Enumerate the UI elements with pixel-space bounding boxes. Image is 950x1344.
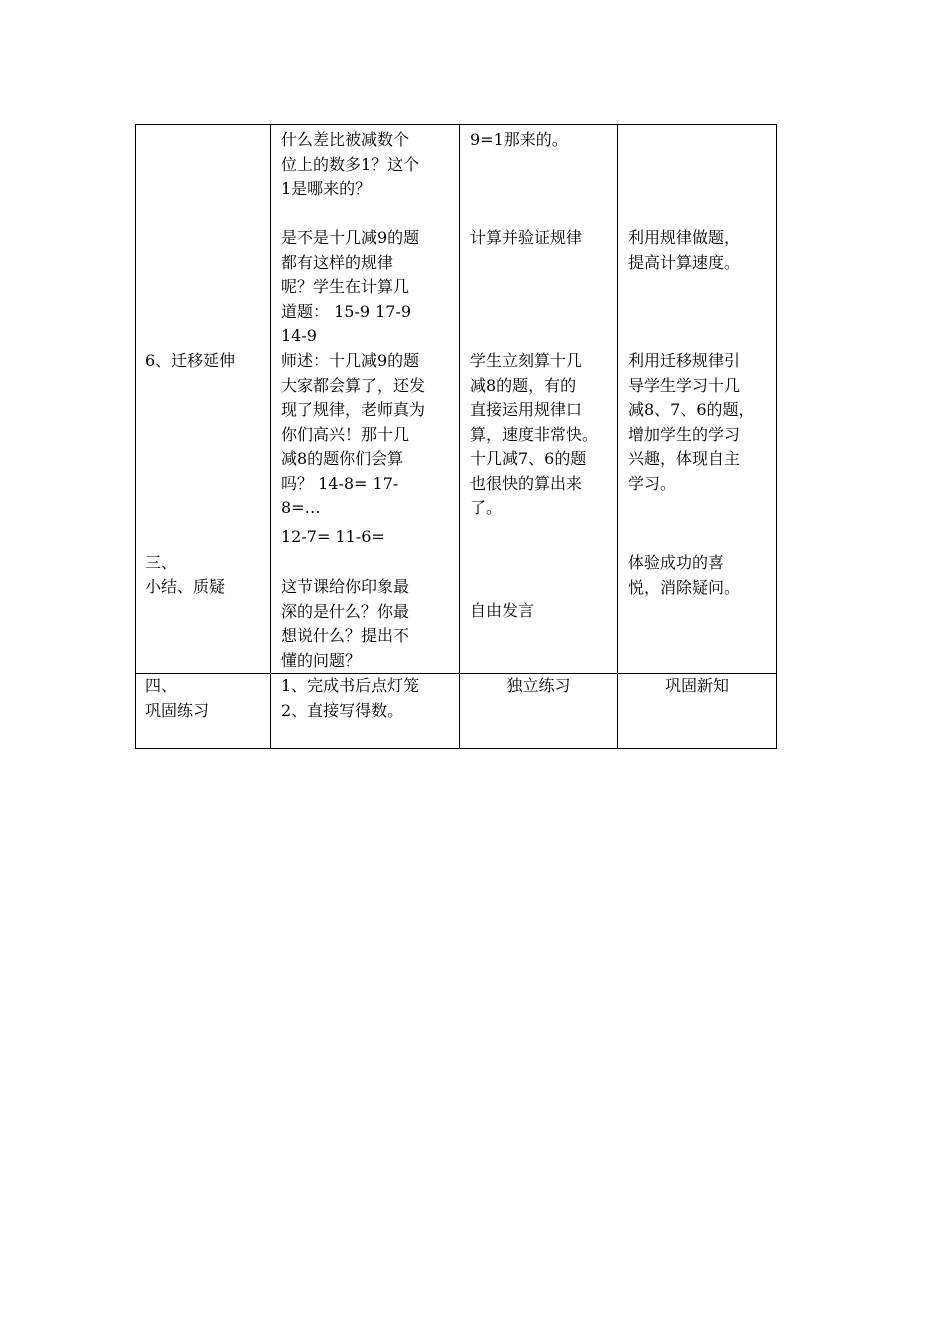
stage-3-title: 小结、质疑 bbox=[145, 577, 226, 596]
student-activity-cell bbox=[460, 125, 618, 674]
independent-practice-text: 独立练习 bbox=[506, 676, 571, 695]
teacher-activity-cell bbox=[271, 674, 460, 749]
calculate-verify-text: 计算并验证规律 bbox=[470, 228, 583, 247]
lesson-plan-table bbox=[135, 124, 777, 749]
use-rule-text: 利用规律做题， 提高计算速度。 bbox=[628, 228, 741, 272]
table-row bbox=[136, 125, 777, 674]
student-activity-cell bbox=[460, 674, 618, 749]
more-exercises-text: 12-7= 11-6= bbox=[281, 527, 385, 546]
answer-text: 9=1那来的。 bbox=[470, 130, 568, 149]
design-intent-cell bbox=[618, 674, 777, 749]
teacher-statement-text: 师述：十几减9的题 大家都会算了，还发 现了规律，老师真为 你们高兴！那十几 减8的题你们会算 吗？ 14-8= 17- 8=… bbox=[281, 351, 426, 517]
stage-cell bbox=[136, 674, 271, 749]
stage-cell bbox=[136, 125, 271, 674]
stage-6-label: 6、迁移延伸 bbox=[145, 351, 236, 370]
table-row bbox=[136, 674, 777, 749]
practice-tasks-text: 1、完成书后点灯笼 2、直接写得数。 bbox=[281, 676, 420, 720]
design-intent-cell bbox=[618, 125, 777, 674]
question-text: 什么差比被减数个 位上的数多1？这个 1是哪来的？ bbox=[281, 130, 420, 198]
transfer-intent-text: 利用迁移规律引 导学生学习十几 减8、7、6的题， 增加学生的学习 兴趣，体现自主 学习。 bbox=[628, 351, 755, 493]
stage-3-number: 三、 bbox=[145, 553, 178, 572]
teacher-activity-cell bbox=[271, 125, 460, 674]
free-speech-text: 自由发言 bbox=[470, 601, 535, 620]
stage-4-label: 四、 巩固练习 bbox=[145, 676, 210, 720]
student-response-text: 学生立刻算十几 减8的题，有的 直接运用规律口 算，速度非常快。 十几减7、6的题 也很快的算出来 了。 bbox=[470, 351, 599, 517]
success-intent-text: 体验成功的喜 悦，消除疑问。 bbox=[628, 553, 741, 597]
summary-question-text: 这节课给你印象最 深的是什么？你最 想说什么？提出不 懂的问题？ bbox=[281, 577, 410, 670]
verify-rule-text: 是不是十几减9的题 都有这样的规律 呢？学生在计算几 道题： 15-9 17-9 14-9 bbox=[281, 228, 420, 345]
consolidate-knowledge-text: 巩固新知 bbox=[664, 676, 729, 695]
